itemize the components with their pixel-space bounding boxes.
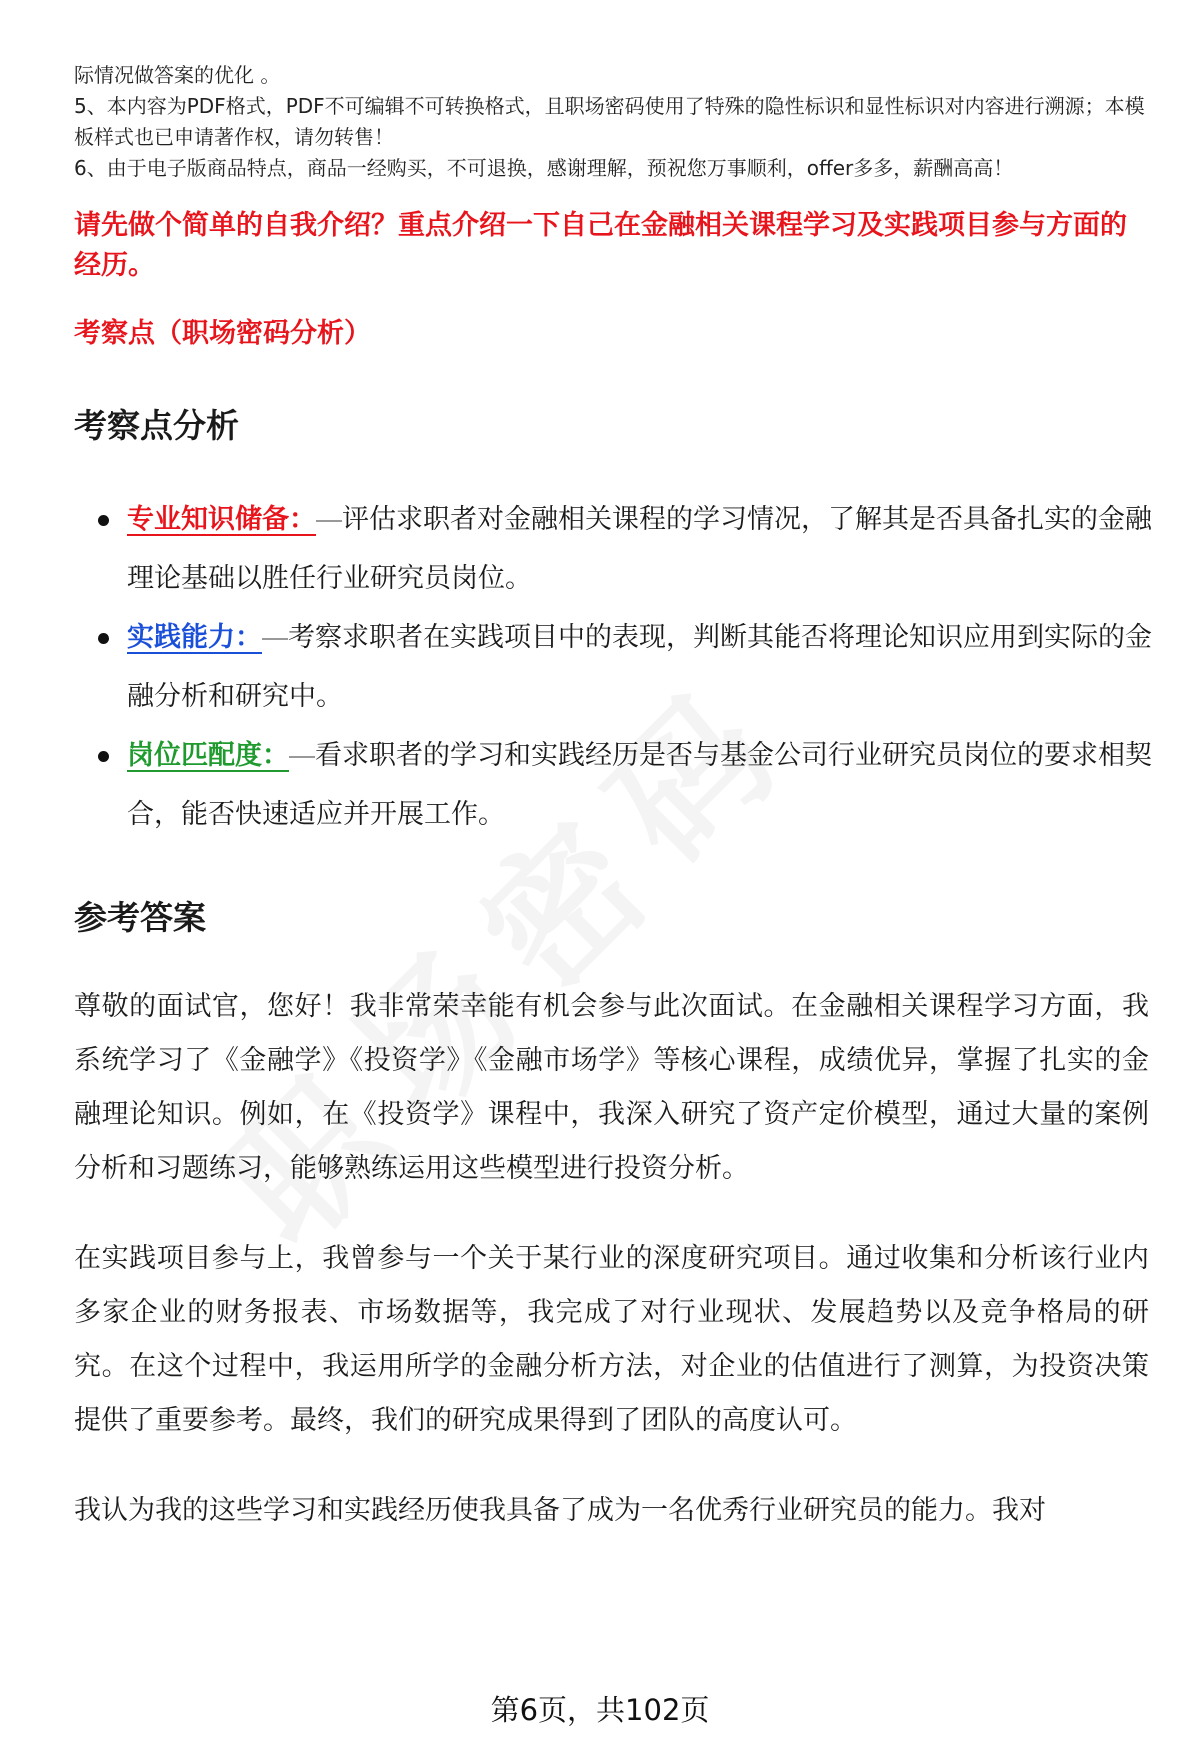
answer-paragraph: 尊敬的面试官，您好！我非常荣幸能有机会参与此次面试。在金融相关课程学习方面，我系统学习了《金融学》《投资学》《金融市场学》等核心课程，成绩优异，掌握了扎实的金融理论知识。例如，在《投资学》课程中，我深入研究了资产定价模型，通过大量的案例分析和习题练习，能够熟练运用这些模型进行投资分析。 [74, 991, 1149, 1184]
page-number: 第6页，共102页 [490, 1693, 710, 1727]
answer-paragraph: 在实践项目参与上，我曾参与一个关于某行业的深度研究项目。通过收集和分析该行业内多家企业的财务报表、市场数据等，我完成了对行业现状、发展趋势以及竞争格局的研究。在这个过程中，我运用所学的金融分析方法，对企业的估值进行了测算，为投资决策提供了重要参考。最终，我们的研究成果得到了团队的高度认可。 [74, 1243, 1149, 1436]
point-keyword: 实践能力： [127, 622, 262, 653]
kaocha-label: 考察点（职场密码分析） [74, 318, 371, 349]
point-text: 看求职者的学习和实践经历是否与基金公司行业研究员岗位的要求相契合，能否快速适应并开展工作。 [127, 740, 1152, 830]
answer-heading: 参考答案 [74, 898, 206, 937]
bullet-icon [98, 633, 109, 644]
bullet-icon [98, 515, 109, 526]
point-text: 评估求职者对金融相关课程的学习情况，了解其是否具备扎实的金融理论基础以胜任行业研究员岗位。 [127, 504, 1152, 594]
point-keyword: 专业知识储备： [127, 504, 316, 535]
note-line: 际情况做答案的优化 。 [74, 63, 281, 87]
answer-paragraph: 我认为我的这些学习和实践经历使我具备了成为一名优秀行业研究员的能力。我对 [74, 1495, 1046, 1526]
list-item [74, 608, 1164, 726]
analysis-points [74, 490, 1154, 844]
analysis-heading: 考察点分析 [74, 406, 239, 445]
list-item [74, 490, 1164, 608]
underline-tail [289, 755, 315, 758]
underline-tail [262, 637, 288, 640]
note-line: 6、由于电子版商品特点，商品一经购买，不可退换，感谢理解，预祝您万事顺利，offer多多，薪酬高高！ [74, 156, 1014, 180]
document-page [74, 60, 1154, 1538]
notes-block [74, 60, 1154, 184]
interview-question: 请先做个简单的自我介绍？重点介绍一下自己在金融相关课程学习及实践项目参与方面的经历。 [74, 210, 1127, 281]
note-line: 5、本内容为PDF格式，PDF不可编辑不可转换格式，且职场密码使用了特殊的隐性标识和显性标识对内容进行溯源；本模板样式也已申请著作权，请勿转售！ [74, 94, 1145, 149]
list-item [74, 726, 1164, 844]
point-text: 考察求职者在实践项目中的表现，判断其能否将理论知识应用到实际的金融分析和研究中。 [127, 622, 1152, 712]
underline-tail [316, 519, 342, 522]
bullet-icon [98, 751, 109, 762]
point-keyword: 岗位匹配度： [127, 740, 289, 771]
